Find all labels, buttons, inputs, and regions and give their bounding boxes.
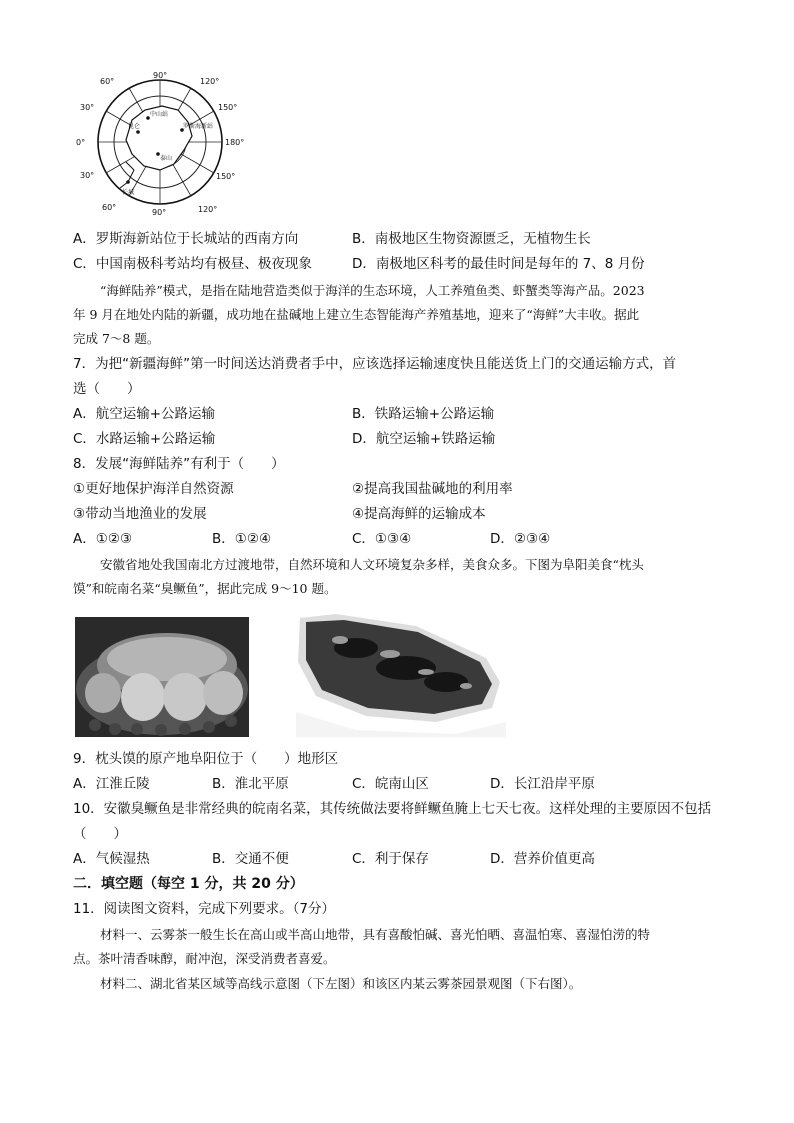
q8-item-4: ④提高海鲜的运输成本 [352,506,486,522]
q10-stem-line2: （ ） [73,826,127,842]
q11-stem: 11．阅读图文资料，完成下列要求。（7分） [73,901,336,917]
map-label: 60° [102,203,117,212]
material1-line3: 完成 7～8 题。 [73,331,160,346]
q9-option-c: C．皖南山区 [352,776,429,792]
q10-option-a: A．气候湿热 [73,851,150,867]
q8-item-1: ①更好地保护海洋自然资源 [73,481,234,497]
station-label: 昆仑 [128,123,141,130]
map-label: 120° [200,77,220,86]
q8-item-2: ②提高我国盐碱地的利用率 [352,481,513,497]
q7-stem-line1: 7．为把“新疆海鲜”第一时间送达消费者手中，应该选择运输速度快且能送货上门的交通运输方式，首 [73,356,677,372]
q8-option-d: D．②③④ [490,531,551,547]
q8-stem: 8．发展“海鲜陆养”有利于（ ） [73,456,285,472]
q8-option-c: C．①③④ [352,531,412,547]
antarctica-polar-map [70,70,250,215]
chou-guiyu-photo [296,612,506,737]
map-label: 150° [216,172,236,181]
map-label: 60° [100,77,115,86]
q11-material1-line1: 材料一、云雾茶一般生长在高山或半高山地带，具有喜酸怕碱、喜光怕晒、喜温怕寒、喜湿怕涝的特 [100,927,651,942]
zhentou-mo-photo [75,617,249,737]
q6-option-d: D．南极地区科考的最佳时间是每年的 7、8 月份 [352,256,645,272]
q9-option-b: B．淮北平原 [212,776,289,792]
q7-option-d: D．航空运输+铁路运输 [352,431,496,447]
q11-material1-line2: 点。茶叶清香味醇，耐冲泡，深受消费者喜爱。 [73,951,336,966]
map-label: 120° [198,205,218,214]
q8-option-a: A．①②③ [73,531,133,547]
q10-option-d: D．营养价值更高 [490,851,595,867]
material2-line1: 安徽省地处我国南北方过渡地带，自然环境和人文环境复杂多样，美食众多。下图为阜阳美食“枕头 [100,557,644,572]
q6-option-c: C．中国南极科考站均有极昼、极夜现象 [73,256,312,272]
station-label: 泰山 [160,155,173,162]
map-label: 90° [152,208,167,215]
station-label: 中山站 [150,111,169,118]
map-label: 180° [225,138,245,147]
q10-option-b: B．交通不便 [212,851,289,867]
q9-option-d: D．长江沿岸平原 [490,776,595,792]
q10-stem-line1: 10．安徽臭鳜鱼是非常经典的皖南名菜，其传统做法要将鲜鳜鱼腌上七天七夜。这样处理的主要原因不包括 [73,801,712,817]
map-label: 90° [153,71,168,80]
q6-option-b: B．南极地区生物资源匮乏，无植物生长 [352,231,591,247]
q9-option-a: A．江淮丘陵 [73,776,150,792]
q7-stem-line2: 选（ ） [73,381,141,397]
station-label: 罗斯海新站 [183,123,214,130]
q10-option-c: C．利于保存 [352,851,429,867]
q7-option-c: C．水路运输+公路运输 [73,431,216,447]
material1-line2: 年 9 月在地处内陆的新疆，成功地在盐碱地上建立生态智能海产养殖基地，迎来了“海鲜”大丰收。据此 [73,307,640,322]
q11-material2-line1: 材料二、湖北省某区域等高线示意图（下左图）和该区内某云雾茶园景观图（下右图）。 [100,976,582,991]
material1-line1: “海鲜陆养”模式，是指在陆地营造类似于海洋的生态环境，人工养殖鱼类、虾蟹类等海产品。2023 [100,283,645,298]
map-label: 30° [80,103,95,112]
q8-option-b: B．①②④ [212,531,272,547]
q8-item-3: ③带动当地渔业的发展 [73,506,207,522]
map-label: 150° [218,103,238,112]
section-heading: 二．填空题（每空 1 分，共 20 分） [73,876,304,892]
q6-option-a: A．罗斯海新站位于长城站的西南方向 [73,231,299,247]
q7-option-a: A．航空运输+公路运输 [73,406,216,422]
map-label: 0° [76,138,86,147]
q7-option-b: B．铁路运输+公路运输 [352,406,495,422]
station-label: 长城 [122,189,135,196]
map-label: 30° [80,171,95,180]
q9-stem: 9．枕头馍的原产地阜阳位于（ ）地形区 [73,751,339,767]
material2-line2: 馍”和皖南名菜“臭鳜鱼”，据此完成 9～10 题。 [73,581,337,596]
